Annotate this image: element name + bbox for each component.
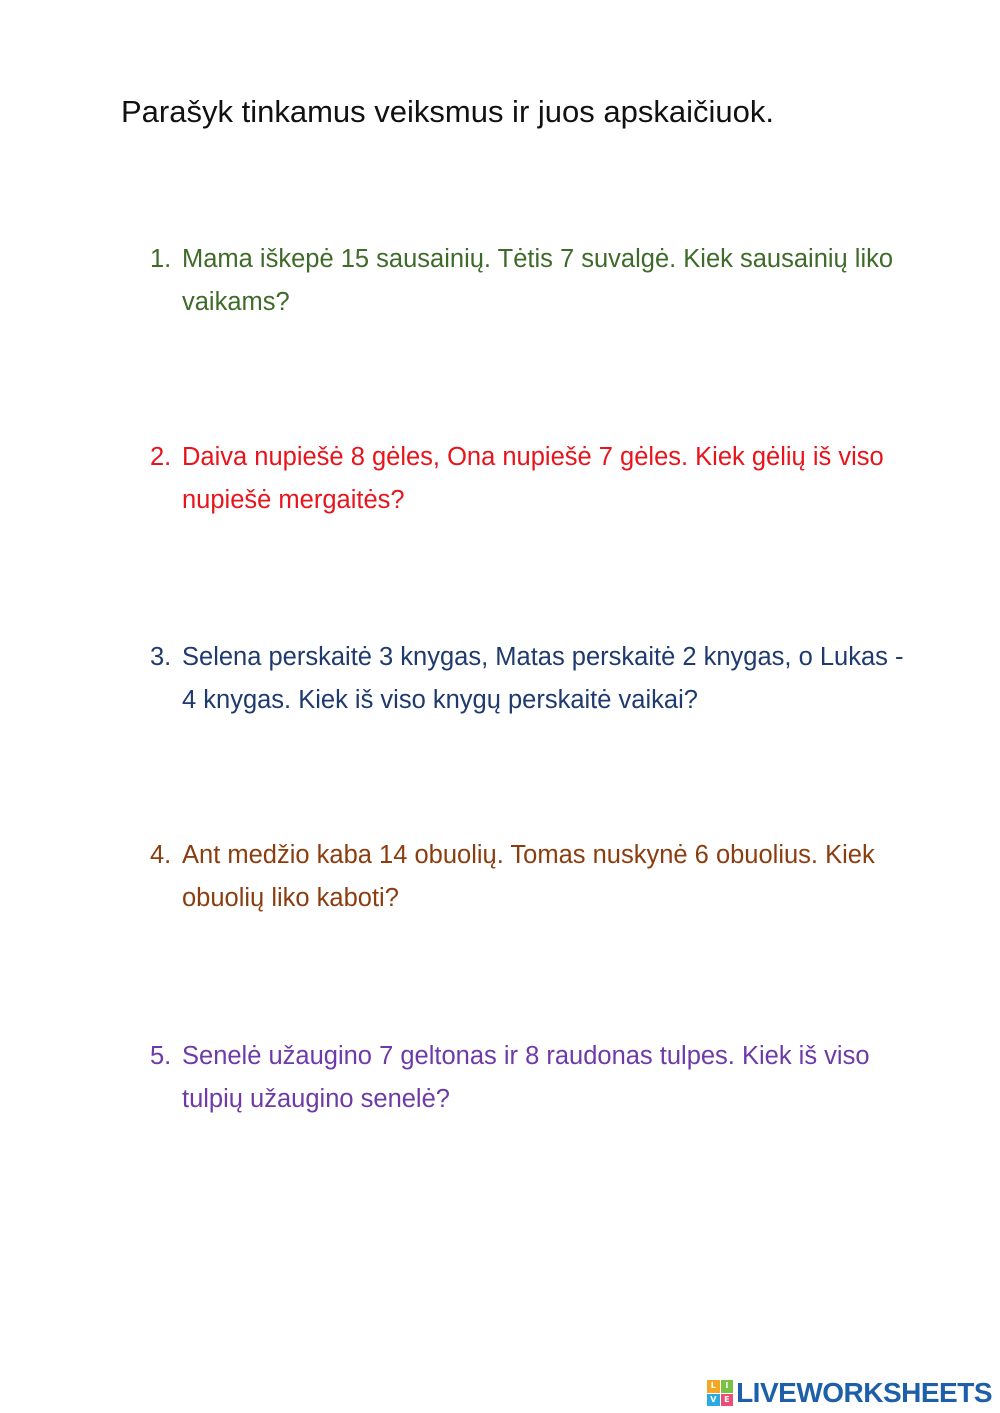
liveworksheets-logo <box>707 1376 992 1410</box>
task-number: 5. <box>150 1042 172 1070</box>
task-item-1 <box>150 238 910 324</box>
task-item-3 <box>150 636 910 722</box>
task-number: 2. <box>150 443 172 471</box>
logo-mark-letter: I <box>721 1380 734 1393</box>
logo-mark-letter: L <box>707 1380 720 1393</box>
task-text: Selena perskaitė 3 knygas, Matas perskaitė 2 knygas, o Lukas - 4 knygas. Kiek iš viso knygų perskaitė vaikai? <box>182 643 904 714</box>
task-item-5 <box>150 1035 910 1121</box>
task-number: 4. <box>150 841 172 869</box>
task-number: 3. <box>150 643 172 671</box>
logo-mark-letter: E <box>721 1394 734 1407</box>
task-text: Mama iškepė 15 sausainių. Tėtis 7 suvalgė. Kiek sausainių liko vaikams? <box>182 245 894 316</box>
task-item-2 <box>150 436 910 522</box>
liveworksheets-logo-icon <box>707 1380 733 1406</box>
logo-mark-letter: V <box>707 1394 720 1407</box>
page-title: Parašyk tinkamus veiksmus ir juos apskaičiuok. <box>121 94 774 129</box>
task-text: Senelė užaugino 7 geltonas ir 8 raudonas tulpes. Kiek iš viso tulpių užaugino senelė? <box>182 1042 870 1113</box>
task-text: Daiva nupiešė 8 gėles, Ona nupiešė 7 gėles. Kiek gėlių iš viso nupiešė mergaitės? <box>182 443 884 514</box>
task-text: Ant medžio kaba 14 obuolių. Tomas nuskynė 6 obuolius. Kiek obuolių liko kaboti? <box>182 841 875 912</box>
task-number: 1. <box>150 245 172 273</box>
task-item-4 <box>150 834 910 920</box>
logo-text: LIVEWORKSHEETS <box>736 1377 992 1408</box>
